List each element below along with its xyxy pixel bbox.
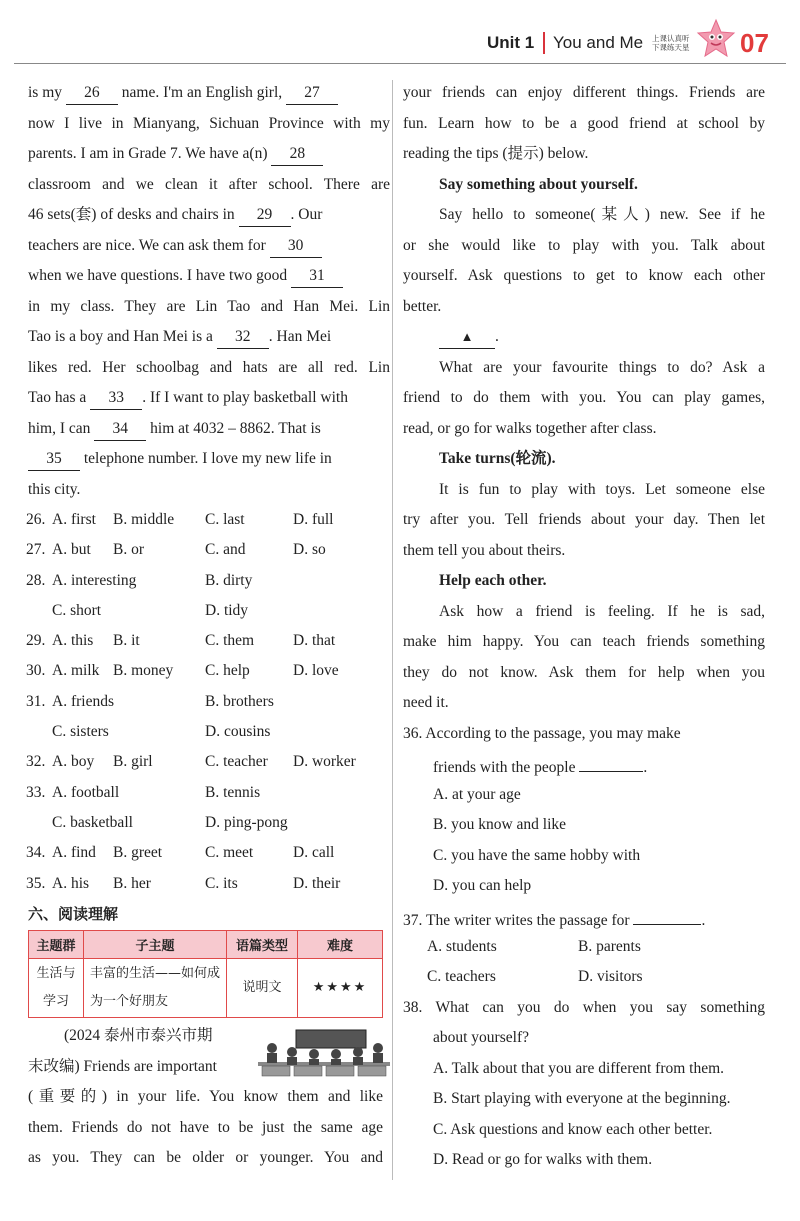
option-c[interactable]: C. them	[205, 632, 255, 650]
blank-27[interactable]: 27	[286, 82, 338, 105]
option-c[interactable]: B. brothers	[205, 692, 274, 710]
reading-passage-left	[28, 1021, 383, 1174]
table-cell: 生活与学习	[29, 959, 84, 1018]
answer-blank-36[interactable]	[579, 749, 643, 772]
option-b[interactable]: B. money	[113, 662, 174, 680]
reading-info-table	[28, 930, 383, 1018]
option-row	[28, 566, 390, 596]
passage-line: yourself. Ask questions to get to know each other	[403, 267, 765, 284]
passage-line: need it.	[403, 694, 449, 711]
option-c[interactable]: C. help	[205, 662, 250, 680]
question-38	[403, 993, 765, 1176]
page-header	[0, 22, 800, 62]
option-a[interactable]: A. milk	[52, 662, 100, 680]
passage-line: classroom and we clean it after school. There are	[28, 175, 390, 193]
option-c[interactable]: D. tidy	[205, 601, 249, 619]
option-c[interactable]: D. ping-pong	[205, 813, 288, 831]
question-number: 33.	[26, 783, 46, 801]
option-a[interactable]: A. at your age	[433, 785, 521, 803]
right-column	[403, 78, 765, 1176]
passage-line: 末改编) Friends are important	[28, 1057, 217, 1075]
triangle-blank[interactable]: ▲	[439, 326, 495, 349]
table-row	[29, 959, 383, 1018]
blank-28[interactable]: 28	[271, 143, 323, 166]
passage-line: likes red. Her schoolbag and hats are all red. Lin	[28, 358, 390, 376]
option-c[interactable]: B. tennis	[205, 783, 261, 801]
passage-line: or she would like to play with you. Talk about	[403, 236, 765, 254]
option-b[interactable]: B. it	[113, 632, 140, 650]
table-header-row	[29, 931, 383, 959]
table-cell: 说明文	[227, 959, 298, 1018]
option-c[interactable]: C. last	[205, 511, 245, 528]
passage-line: parents. I am in Grade 7. We have a(n) 28	[28, 139, 390, 170]
column-divider	[392, 80, 393, 1180]
option-c[interactable]: C. Ask questions and know each other better.	[433, 1120, 713, 1138]
unit-title: You and Me	[553, 33, 644, 52]
option-d[interactable]: D. visitors	[578, 968, 643, 986]
option-d[interactable]: D. full	[293, 511, 334, 528]
unit-label: Unit 1	[487, 33, 535, 52]
page-number: 07	[740, 28, 769, 58]
option-d[interactable]: D. love	[293, 662, 339, 680]
passage-line: better.	[403, 297, 442, 315]
tip-heading: Help each other.	[439, 572, 547, 589]
header-divider	[543, 32, 545, 54]
option-row	[28, 687, 390, 717]
option-b[interactable]: B. you know and like	[433, 816, 567, 833]
table-header-cell: 语篇类型	[227, 931, 298, 959]
question-number: 26.	[26, 511, 46, 528]
option-b[interactable]: B. greet	[113, 844, 163, 862]
option-row	[28, 626, 390, 656]
passage-line: now I live in Mianyang, Sichuan Province with my	[28, 114, 390, 132]
option-row	[28, 596, 390, 626]
question-line: 38. What can you do when you say something	[403, 998, 765, 1016]
option-a[interactable]: A. Talk about that you are different from them.	[433, 1059, 725, 1077]
passage-line: It is fun to play with toys. Let someone else	[439, 480, 765, 498]
option-c[interactable]: C. meet	[205, 844, 254, 862]
passage-line: (2024 泰州市泰兴市期	[64, 1027, 213, 1044]
table-header-cell: 难度	[298, 931, 383, 959]
passage-line: them. Friends do not have to be just the same age	[28, 1118, 383, 1136]
passage-line: friend to do them with you. You can play games,	[403, 389, 765, 406]
blank-26[interactable]: 26	[66, 82, 118, 105]
answer-blank-37[interactable]	[633, 902, 701, 925]
option-d[interactable]: D. worker	[293, 753, 356, 771]
option-a[interactable]: A. football	[52, 783, 120, 801]
question-number: 30.	[26, 662, 46, 680]
option-row	[403, 932, 765, 962]
passage-line: Tao is a boy and Han Mei is a 32 . Han Mei	[28, 322, 390, 353]
question-line: 37. The writer writes the passage for .	[403, 902, 765, 933]
option-b[interactable]: B. or	[113, 541, 144, 559]
question-37	[403, 902, 765, 993]
option-a[interactable]: A. this	[52, 632, 94, 650]
section-title: 六、阅读理解	[28, 904, 119, 923]
option-row	[403, 962, 765, 992]
passage-line: read, or go for walks together after class.	[403, 419, 657, 437]
blank-31[interactable]: 31	[291, 265, 343, 288]
option-row	[28, 808, 390, 838]
passage-line: your friends can enjoy different things. Friends are	[403, 84, 765, 101]
passage-line: they do not know. Ask them for help when you	[403, 663, 765, 681]
passage-line: 35 telephone number. I love my new life in	[28, 444, 390, 475]
option-c[interactable]: D. cousins	[205, 723, 271, 741]
mascot-icon	[696, 18, 736, 62]
tip-heading: Take turns(轮流).	[439, 450, 556, 467]
passage-line: this city.	[28, 480, 81, 498]
option-row	[28, 535, 390, 565]
option-row	[28, 747, 390, 777]
option-a[interactable]: A. find	[52, 844, 96, 862]
question-number: 32.	[26, 753, 46, 771]
passage-line: ▲ .	[403, 322, 765, 353]
blank-35[interactable]: 35	[28, 448, 80, 471]
question-line: 36. According to the passage, you may make	[403, 724, 681, 742]
option-d[interactable]: D. their	[293, 874, 341, 892]
option-d[interactable]: D. that	[293, 632, 336, 650]
table-cell: 丰富的生活——如何成为一个好朋友	[84, 959, 227, 1018]
passage-line: reading the tips (提示) below.	[403, 145, 589, 162]
option-c[interactable]: C. you have the same hobby with	[433, 846, 641, 864]
passage-line: Ask how a friend is feeling. If he is sad,	[439, 602, 765, 620]
passage-line: make him happy. You can teach friends something	[403, 633, 765, 650]
blank-32[interactable]: 32	[217, 326, 269, 349]
passage-line: as you. They can be older or younger. You and	[28, 1149, 383, 1166]
question-number: 28.	[26, 571, 46, 589]
option-c[interactable]: C. and	[205, 541, 246, 559]
option-a[interactable]: A. interesting	[52, 571, 137, 589]
passage-line: (重要的) in your life. You know them and like	[28, 1088, 383, 1105]
option-c[interactable]: B. dirty	[205, 571, 253, 589]
passage-line: teachers are nice. We can ask them for 30	[28, 231, 390, 262]
option-row	[28, 656, 390, 686]
option-a[interactable]: A. students	[427, 938, 497, 955]
passage-line: fun. Learn how to be a good friend at school by	[403, 114, 765, 132]
table-header-cell: 主题群	[29, 931, 84, 959]
option-b[interactable]: B. girl	[113, 753, 153, 771]
table-header-cell: 子主题	[84, 931, 227, 959]
question-number: 35.	[26, 874, 46, 892]
option-row	[28, 778, 390, 808]
option-b[interactable]: B. her	[113, 874, 151, 892]
option-b[interactable]: B. Start playing with everyone at the beginning.	[433, 1090, 731, 1108]
blank-34[interactable]: 34	[94, 418, 146, 441]
option-a[interactable]: C. sisters	[52, 723, 109, 741]
blank-33[interactable]: 33	[90, 387, 142, 410]
option-d[interactable]: D. you can help	[433, 877, 532, 894]
cloze-passage	[28, 78, 390, 505]
option-a[interactable]: A. first	[52, 511, 96, 528]
question-36	[403, 719, 765, 902]
question-number: 27.	[26, 541, 46, 559]
passage-line: in my class. They are Lin Tao and Han Mei. Lin	[28, 297, 390, 315]
option-row	[28, 838, 390, 868]
difficulty-stars: ★★★★	[298, 959, 383, 1018]
option-row	[28, 505, 390, 535]
question-number: 34.	[26, 844, 46, 862]
option-a[interactable]: C. basketball	[52, 813, 133, 831]
option-d[interactable]: D. Read or go for walks with them.	[433, 1151, 653, 1169]
header-rule	[14, 63, 786, 64]
question-number: 29.	[26, 632, 46, 650]
blank-29[interactable]: 29	[239, 204, 291, 227]
option-a[interactable]: A. his	[52, 874, 90, 892]
option-c[interactable]: C. teachers	[427, 968, 496, 986]
header-slogan: 上课认真听 下课练天星	[652, 34, 690, 52]
passage-line: What are your favourite things to do? Ask a	[439, 358, 765, 376]
passage-line: try after you. Tell friends about your day. Then let	[403, 511, 765, 528]
passage-line: is my 26 name. I'm an English girl, 27	[28, 78, 390, 109]
passage-line: Say hello to someone(某人) new. See if he	[439, 206, 765, 223]
option-d[interactable]: D. call	[293, 844, 335, 862]
passage-line: them tell you about theirs.	[403, 541, 566, 559]
question-number: 31.	[26, 692, 46, 710]
passage-line: when we have questions. I have two good 31	[28, 261, 390, 292]
option-d[interactable]: D. so	[293, 541, 326, 559]
option-c[interactable]: C. teacher	[205, 753, 268, 771]
option-b[interactable]: B. parents	[578, 938, 641, 955]
option-a[interactable]: A. boy	[52, 753, 95, 771]
option-a[interactable]: A. but	[52, 541, 91, 559]
passage-line: Tao has a 33 . If I want to play basketball with	[28, 383, 390, 414]
passage-line: him, I can 34 him at 4032 – 8862. That is	[28, 414, 390, 445]
option-a[interactable]: A. friends	[52, 692, 114, 710]
left-column	[28, 78, 390, 929]
passage-line: 46 sets(套) of desks and chairs in 29 . Our	[28, 200, 390, 231]
option-row	[28, 869, 390, 899]
cloze-options	[28, 505, 390, 899]
question-line: friends with the people .	[403, 749, 765, 780]
tip-heading: Say something about yourself.	[439, 175, 638, 193]
option-c[interactable]: C. its	[205, 874, 238, 892]
question-line: about yourself?	[433, 1029, 529, 1047]
option-b[interactable]: B. middle	[113, 511, 175, 528]
blank-30[interactable]: 30	[270, 235, 322, 258]
option-a[interactable]: C. short	[52, 601, 102, 619]
option-row	[28, 717, 390, 747]
